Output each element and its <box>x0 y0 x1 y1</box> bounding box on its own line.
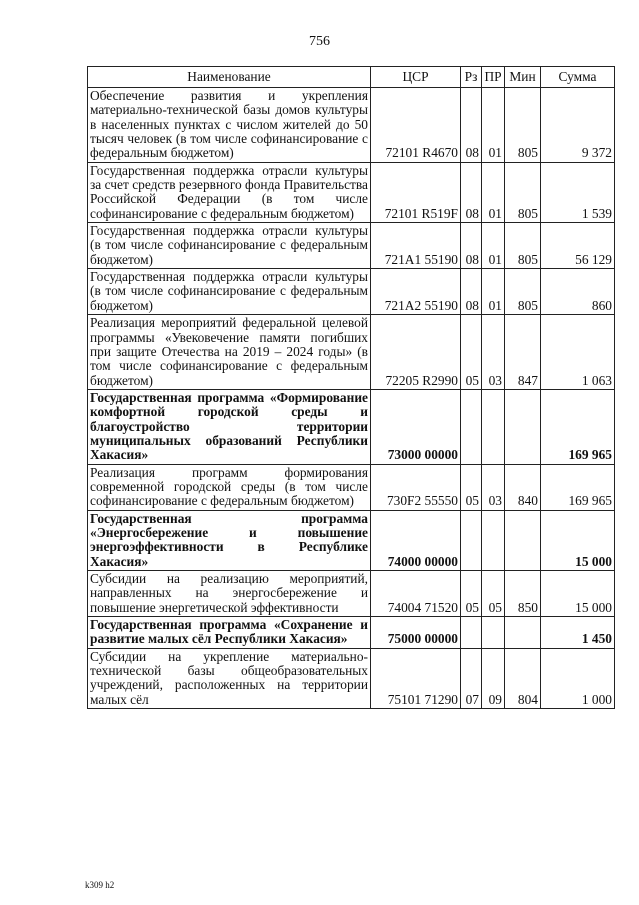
cell-rz: 07 <box>461 648 482 708</box>
cell-name: Государственная поддержка отрасли культуры (в том числе софинансирование с федеральным бюджетом) <box>88 223 371 269</box>
cell-name: Государственная программа «Энергосбережение и повышение энергоэффективности в Республике Хакасия» <box>88 510 371 570</box>
cell-name: Обеспечение развития и укрепления материально-технической базы домов культуры в населенных пунктах с числом жителей до 50 тысяч человек (в том числе софинансирование с федеральным бюджетом) <box>88 88 371 163</box>
cell-pr: 09 <box>482 648 505 708</box>
cell-sum: 169 965 <box>541 464 615 510</box>
header-sum: Сумма <box>541 67 615 88</box>
cell-pr: 01 <box>482 88 505 163</box>
cell-pr: 01 <box>482 162 505 222</box>
table-row <box>88 389 615 464</box>
cell-pr <box>482 510 505 570</box>
table-row <box>88 464 615 510</box>
cell-pr: 03 <box>482 464 505 510</box>
header-rz: Рз <box>461 67 482 88</box>
cell-pr: 01 <box>482 223 505 269</box>
footer-code: k309 h2 <box>85 880 115 890</box>
table-row <box>88 648 615 708</box>
cell-sum: 1 063 <box>541 315 615 390</box>
budget-table <box>87 66 615 709</box>
cell-rz: 08 <box>461 88 482 163</box>
cell-min: 850 <box>505 571 541 617</box>
cell-csr: 75101 71290 <box>371 648 461 708</box>
cell-rz: 08 <box>461 269 482 315</box>
cell-min <box>505 617 541 649</box>
header-pr: ПР <box>482 67 505 88</box>
cell-rz: 05 <box>461 315 482 390</box>
cell-rz <box>461 510 482 570</box>
cell-name: Государственная поддержка отрасли культуры (в том числе софинансирование с федеральным бюджетом) <box>88 269 371 315</box>
cell-sum: 15 000 <box>541 571 615 617</box>
cell-pr <box>482 389 505 464</box>
cell-pr: 01 <box>482 269 505 315</box>
cell-min: 840 <box>505 464 541 510</box>
cell-rz: 05 <box>461 571 482 617</box>
cell-name: Субсидии на укрепление материально-технической базы общеобразовательных учреждений, расположенных на территории малых сёл <box>88 648 371 708</box>
table-row <box>88 88 615 163</box>
table-row <box>88 269 615 315</box>
cell-csr: 721A1 55190 <box>371 223 461 269</box>
cell-pr: 05 <box>482 571 505 617</box>
cell-sum: 1 450 <box>541 617 615 649</box>
cell-name: Реализация мероприятий федеральной целевой программы «Увековечение памяти погибших при защите Отечества на 2019 – 2024 годы» (в том числе софинансирование с федеральным бюджетом) <box>88 315 371 390</box>
cell-min: 804 <box>505 648 541 708</box>
table-header-row <box>88 67 615 88</box>
cell-name: Государственная программа «Сохранение и развитие малых сёл Республики Хакасия» <box>88 617 371 649</box>
table-row <box>88 617 615 649</box>
cell-sum: 9 372 <box>541 88 615 163</box>
page-number: 756 <box>309 34 330 49</box>
cell-min: 805 <box>505 88 541 163</box>
cell-csr: 730F2 55550 <box>371 464 461 510</box>
cell-rz <box>461 617 482 649</box>
cell-name: Реализация программ формирования современной городской среды (в том числе софинансирование с федеральным бюджетом) <box>88 464 371 510</box>
cell-csr: 721A2 55190 <box>371 269 461 315</box>
cell-csr: 73000 00000 <box>371 389 461 464</box>
cell-rz <box>461 389 482 464</box>
cell-sum: 169 965 <box>541 389 615 464</box>
cell-min: 805 <box>505 162 541 222</box>
cell-rz: 05 <box>461 464 482 510</box>
header-name: Наименование <box>88 67 371 88</box>
cell-csr: 75000 00000 <box>371 617 461 649</box>
cell-min <box>505 389 541 464</box>
cell-pr: 03 <box>482 315 505 390</box>
header-csr: ЦСР <box>371 67 461 88</box>
table-row <box>88 223 615 269</box>
cell-pr <box>482 617 505 649</box>
cell-name: Государственная поддержка отрасли культуры за счет средств резервного фонда Правительства Российской Федерации (в том числе софинансирование с федеральным бюджетом) <box>88 162 371 222</box>
cell-csr: 74000 00000 <box>371 510 461 570</box>
table-row <box>88 162 615 222</box>
cell-min: 805 <box>505 269 541 315</box>
cell-sum: 1 539 <box>541 162 615 222</box>
table-body <box>88 88 615 709</box>
cell-sum: 56 129 <box>541 223 615 269</box>
cell-min <box>505 510 541 570</box>
cell-name: Субсидии на реализацию мероприятий, направленных на энергосбережение и повышение энергетической эффективности <box>88 571 371 617</box>
table-row <box>88 571 615 617</box>
cell-csr: 72101 R4670 <box>371 88 461 163</box>
cell-sum: 1 000 <box>541 648 615 708</box>
cell-sum: 860 <box>541 269 615 315</box>
cell-csr: 72101 R519F <box>371 162 461 222</box>
cell-rz: 08 <box>461 223 482 269</box>
cell-min: 847 <box>505 315 541 390</box>
cell-csr: 74004 71520 <box>371 571 461 617</box>
table-row <box>88 510 615 570</box>
cell-csr: 72205 R2990 <box>371 315 461 390</box>
table-row <box>88 315 615 390</box>
cell-sum: 15 000 <box>541 510 615 570</box>
header-min: Мин <box>505 67 541 88</box>
cell-name: Государственная программа «Формирование комфортной городской среды и благоустройство территории муниципальных образований Республики Хакасия» <box>88 389 371 464</box>
cell-min: 805 <box>505 223 541 269</box>
cell-rz: 08 <box>461 162 482 222</box>
